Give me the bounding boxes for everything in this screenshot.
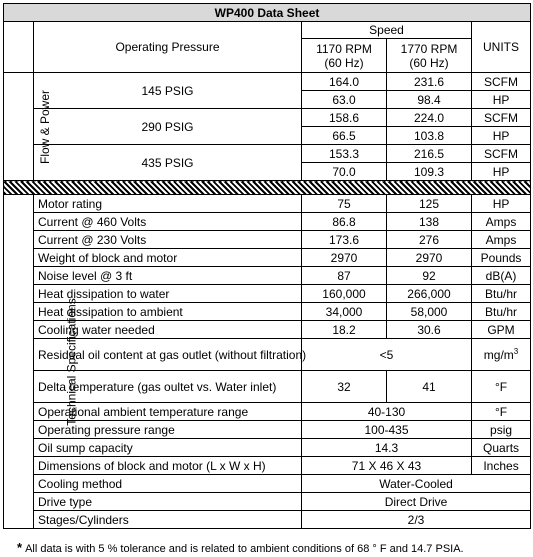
spec-value-1770: 276 — [387, 231, 472, 249]
pressure-290: 290 PSIG — [34, 109, 302, 145]
spec-value-1770: 266,000 — [387, 285, 472, 303]
spec-value-1170: 86.8 — [302, 213, 387, 231]
spec-unit: Inches — [472, 457, 531, 475]
spec-merged-value: 40-130 — [302, 403, 472, 421]
spec-unit: Amps — [472, 231, 531, 249]
spec-unit: Btu/hr — [472, 285, 531, 303]
spec-value-1170: 18.2 — [302, 321, 387, 339]
fp-145-scfm-unit: SCFM — [472, 73, 531, 91]
fp-145-hp-1170: 63.0 — [302, 91, 387, 109]
residual-oil-unit: $mg/m^3$ — [472, 339, 531, 371]
spec-value-1770: 125 — [387, 195, 472, 213]
section-divider — [4, 181, 531, 195]
spec-value-1770: 30.6 — [387, 321, 472, 339]
spec-full-value: Water-Cooled — [302, 475, 531, 493]
spec-label: Cooling water needed — [34, 321, 302, 339]
delta-temp-1770: 41 — [387, 371, 472, 403]
rpm1-label: 1170 RPM — [316, 41, 372, 56]
footnote-star: * — [17, 540, 23, 555]
data-sheet-table — [3, 3, 531, 529]
spec-value-1770: 2970 — [387, 249, 472, 267]
spec-merged-value: 71 X 46 X 43 — [302, 457, 472, 475]
spec-unit: GPM — [472, 321, 531, 339]
spec-unit: psig — [472, 421, 531, 439]
fp-290-hp-1770: 103.8 — [387, 127, 472, 145]
spec-unit: HP — [472, 195, 531, 213]
fp-435-hp-1170: 70.0 — [302, 163, 387, 181]
delta-temp-label: Delta temperature (gas oultet vs. Water inlet) — [34, 371, 302, 403]
header-corner — [4, 22, 34, 73]
fp-435-hp-unit: HP — [472, 163, 531, 181]
rpm2-header — [387, 39, 472, 73]
tech-spec-section-label: Technical Specifications — [4, 195, 34, 529]
fp-145-scfm-1170: 164.0 — [302, 73, 387, 91]
spec-unit: Quarts — [472, 439, 531, 457]
residual-oil-label: Residual oil content at gas outlet (without filtration) — [34, 339, 302, 371]
spec-label: Current @ 460 Volts — [34, 213, 302, 231]
residual-oil-value: <5 — [302, 339, 472, 371]
spec-value-1170: 34,000 — [302, 303, 387, 321]
hz1-label: (60 Hz) — [324, 55, 364, 70]
delta-temp-1170: 32 — [302, 371, 387, 403]
spec-label: Drive type — [34, 493, 302, 511]
units-header: UNITS — [472, 22, 531, 73]
spec-value-1170: 75 — [302, 195, 387, 213]
hz2-label: (60 Hz) — [409, 55, 449, 70]
spec-label: Noise level @ 3 ft — [34, 267, 302, 285]
fp-435-scfm-unit: SCFM — [472, 145, 531, 163]
fp-145-hp-1770: 98.4 — [387, 91, 472, 109]
spec-unit: dB(A) — [472, 267, 531, 285]
pressure-145: 145 PSIG — [34, 73, 302, 109]
pressure-435: 435 PSIG — [34, 145, 302, 181]
fp-435-scfm-1770: 216.5 — [387, 145, 472, 163]
spec-label: Heat dissipation to ambient — [34, 303, 302, 321]
rpm1-header — [302, 39, 387, 73]
spec-unit: Pounds — [472, 249, 531, 267]
fp-290-hp-1170: 66.5 — [302, 127, 387, 145]
footnote-text: All data is with 5 % tolerance and is related to ambient conditions of 68 ° F and 14.7 PSIA. — [25, 543, 464, 555]
spec-label: Weight of block and motor — [34, 249, 302, 267]
fp-145-hp-unit: HP — [472, 91, 531, 109]
spec-label: Stages/Cylinders — [34, 511, 302, 529]
sheet-title: WP400 Data Sheet — [4, 4, 531, 22]
spec-label: Cooling method — [34, 475, 302, 493]
spec-full-value: 2/3 — [302, 511, 531, 529]
spec-value-1170: 160,000 — [302, 285, 387, 303]
spec-label: Operational ambient temperature range — [34, 403, 302, 421]
spec-unit: Amps — [472, 213, 531, 231]
spec-unit: Btu/hr — [472, 303, 531, 321]
rpm2-label: 1770 RPM — [400, 41, 458, 56]
spec-label: Motor rating — [34, 195, 302, 213]
fp-435-scfm-1170: 153.3 — [302, 145, 387, 163]
spec-value-1170: 87 — [302, 267, 387, 285]
spec-value-1770: 138 — [387, 213, 472, 231]
flow-power-section-label: Flow & Power — [4, 73, 34, 181]
spec-full-value: Direct Drive — [302, 493, 531, 511]
fp-290-scfm-unit: SCFM — [472, 109, 531, 127]
fp-435-hp-1770: 109.3 — [387, 163, 472, 181]
fp-145-scfm-1770: 231.6 — [387, 73, 472, 91]
spec-unit: °F — [472, 403, 531, 421]
speed-header: Speed — [302, 22, 472, 39]
spec-merged-value: 100-435 — [302, 421, 472, 439]
spec-value-1170: 173.6 — [302, 231, 387, 249]
fp-290-scfm-1770: 224.0 — [387, 109, 472, 127]
delta-temp-unit: °F — [472, 371, 531, 403]
spec-value-1770: 58,000 — [387, 303, 472, 321]
spec-label: Heat dissipation to water — [34, 285, 302, 303]
spec-label: Dimensions of block and motor (L x W x H) — [34, 457, 302, 475]
fp-290-scfm-1170: 158.6 — [302, 109, 387, 127]
spec-value-1170: 2970 — [302, 249, 387, 267]
spec-label: Oil sump capacity — [34, 439, 302, 457]
spec-value-1770: 92 — [387, 267, 472, 285]
operating-pressure-header: Operating Pressure — [34, 22, 302, 73]
spec-merged-value: 14.3 — [302, 439, 472, 457]
fp-290-hp-unit: HP — [472, 127, 531, 145]
spec-label: Operating pressure range — [34, 421, 302, 439]
spec-label: Current @ 230 Volts — [34, 231, 302, 249]
footnote — [17, 540, 464, 555]
